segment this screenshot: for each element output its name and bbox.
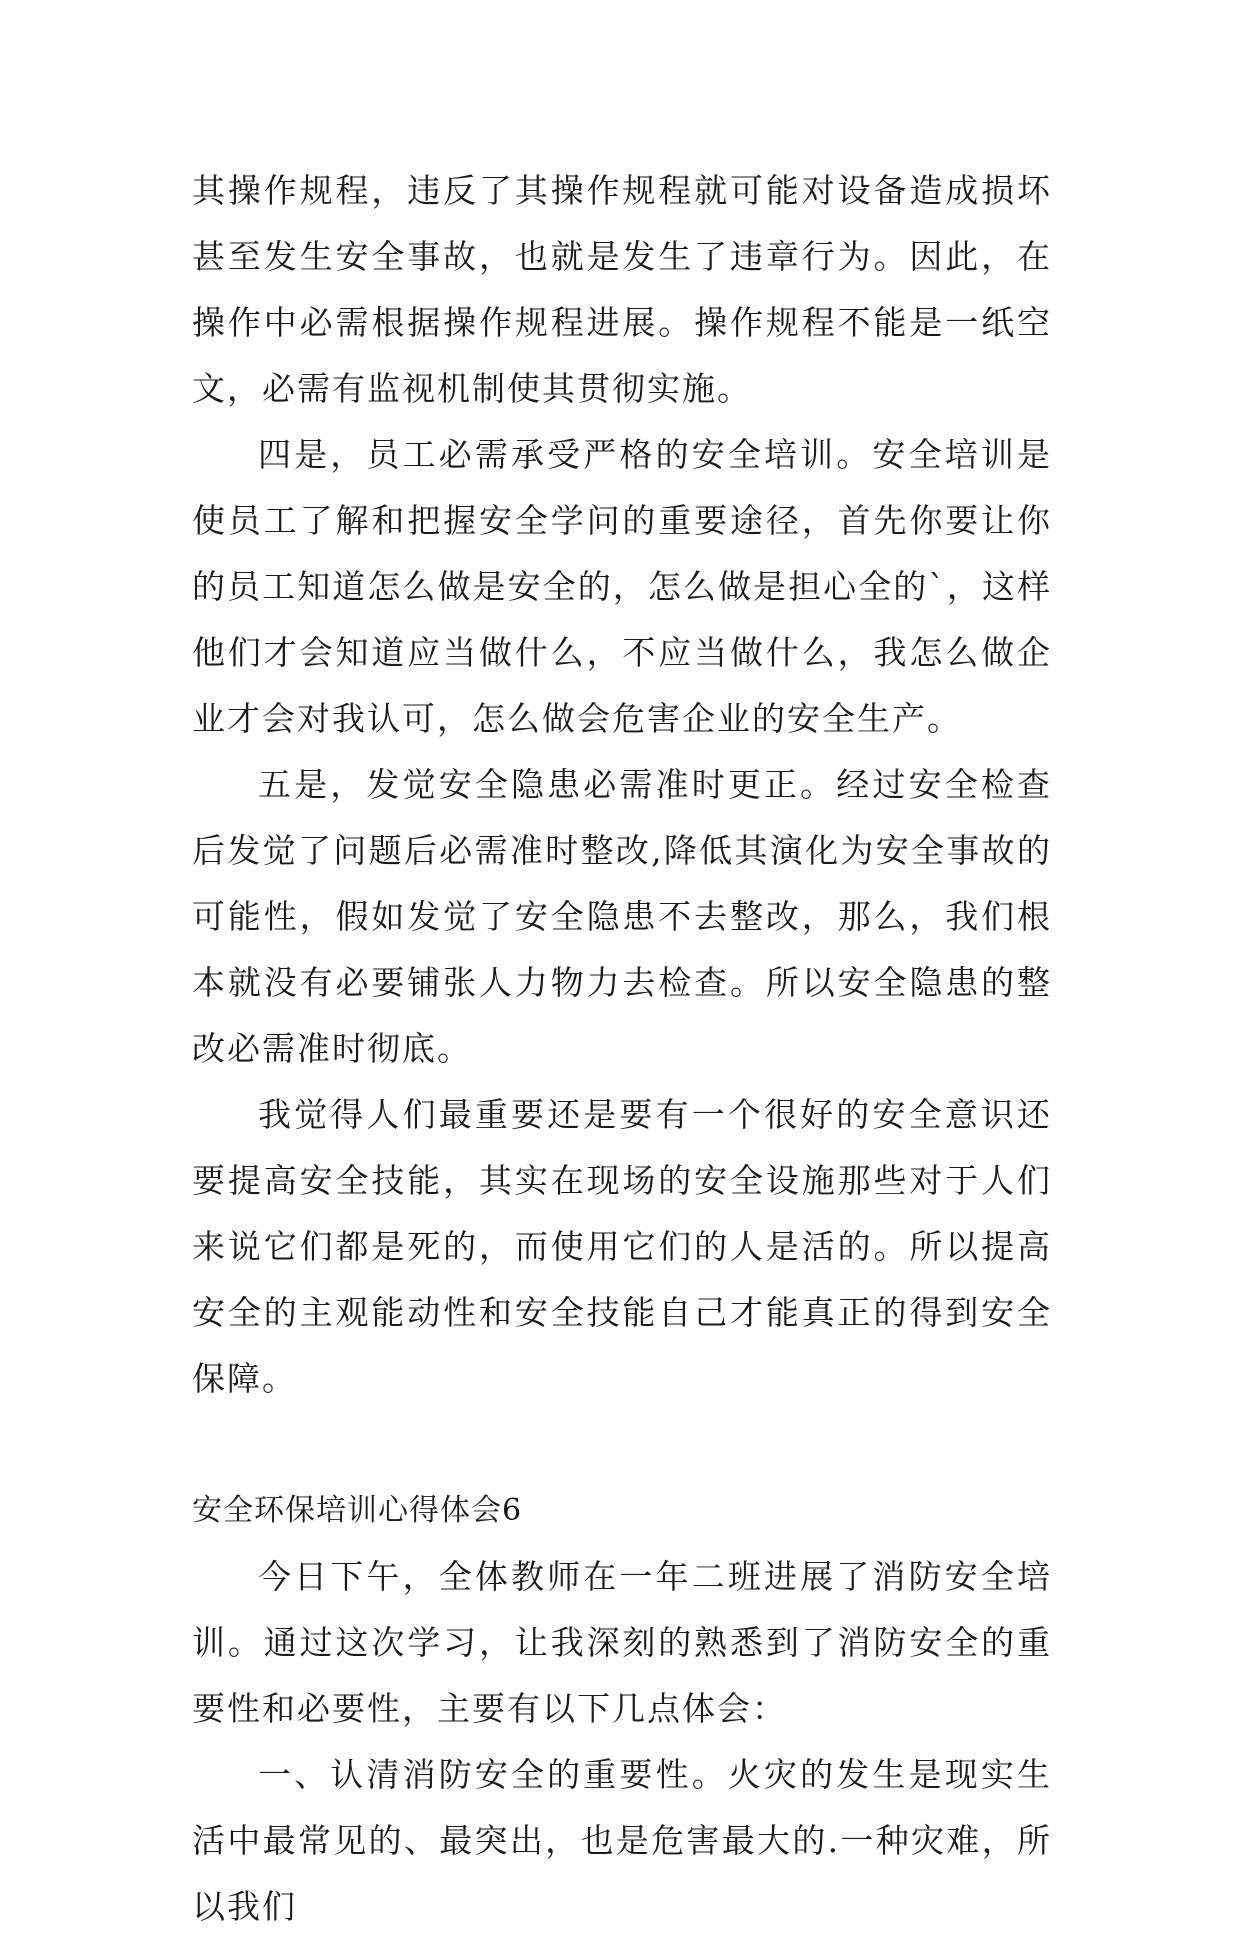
paragraph-point-five: 五是，发觉安全隐患必需准时更正。经过安全检查后发觉了问题后必需准时整改,降低其演化为安全事故的可能性，假如发觉了安全隐患不去整改，那么，我们根本就没有必要铺张人力物力去检查。所以安全隐患的整改必需准时彻底。 [192,765,1052,1068]
paragraph-point-one: 一、认清消防安全的重要性。火灾的发生是现实生活中最常见的、最突出，也是危害最大的.一种灾难，所以我们 [192,1755,1052,1926]
section-title: 安全环保培训心得体会6 [192,1493,523,1528]
paragraph-operating-rules: 其操作规程，违反了其操作规程就可能对设备造成损坏甚至发生安全事故，也就是发生了违章行为。因此，在操作中必需根据操作规程进展。操作规程不能是一纸空文，必需有监视机制使其贯彻实施。 [192,171,1052,408]
paragraph-conclusion: 我觉得人们最重要还是要有一个很好的安全意识还要提高安全技能，其实在现场的安全设施那些对于人们来说它们都是死的，而使用它们的人是活的。所以提高安全的主观能动性和安全技能自己才能真正的得到安全保障。 [192,1095,1052,1398]
paragraph-intro: 今日下午，全体教师在一年二班进展了消防安全培训。通过这次学习，让我深刻的熟悉到了消防安全的重要性和必要性，主要有以下几点体会： [192,1557,1052,1728]
paragraph-point-four: 四是，员工必需承受严格的安全培训。安全培训是使员工了解和把握安全学问的重要途径，首先你要让你的员工知道怎么做是安全的，怎么做是担心全的`，这样他们才会知道应当做什么，不应当做什么，我怎么做企业才会对我认可，怎么做会危害企业的安全生产。 [192,435,1052,738]
document-body [192,158,1052,1940]
